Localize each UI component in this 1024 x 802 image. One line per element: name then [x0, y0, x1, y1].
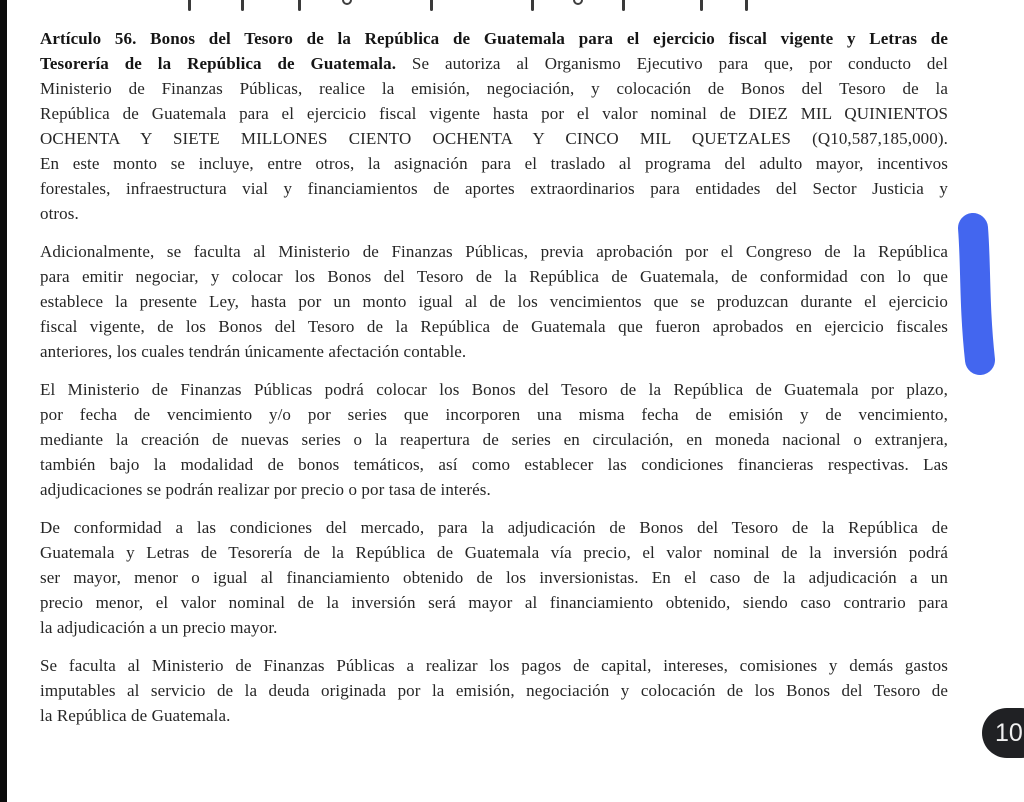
text-line: otros.	[40, 204, 79, 223]
text-line: establece la presente Ley, hasta por un monto igual al de los vencimientos que se produzcan durante el ejercicio	[40, 292, 948, 311]
text-line: adjudicaciones se podrán realizar por precio o por tasa de interés.	[40, 480, 491, 499]
text-line: Guatemala y Letras de Tesorería de la República de Guatemala vía precio, el valor nominal de la inversión podrá	[40, 543, 948, 562]
paragraph	[40, 653, 948, 728]
text-line: De conformidad a las condiciones del mercado, para la adjudicación de Bonos del Tesoro de la República de	[40, 518, 948, 537]
text-line: por fecha de vencimiento y/o por series que incorporen una misma fecha de emisión y de vencimiento,	[40, 405, 948, 424]
text-line: ser mayor, menor o igual al financiamiento obtenido de los inversionistas. En el caso de la adjudicación a un	[40, 568, 948, 587]
text-line: OCHENTA Y SIETE MILLONES CIENTO OCHENTA Y CINCO MIL QUETZALES (Q10,587,185,000).	[40, 129, 948, 148]
text-line: mediante la creación de nuevas series o la reapertura de series en circulación, en moneda nacional o extranjera,	[40, 430, 948, 449]
text-line: la adjudicación a un precio mayor.	[40, 618, 278, 637]
paragraph	[40, 515, 948, 640]
text-line: Artículo 56. Bonos del Tesoro de la República de Guatemala para el ejercicio fiscal vigente y Letras de	[40, 29, 948, 48]
text-line: también bajo la modalidad de bonos temáticos, así como establecer las condiciones financieras respectivas. Las	[40, 455, 948, 474]
page-number-label: 10	[995, 718, 1023, 747]
page-number-badge[interactable]	[982, 708, 1024, 758]
text-line: para emitir negociar, y colocar los Bonos del Tesoro de la República de Guatemala, de conformidad con lo que	[40, 267, 948, 286]
text-line: República de Guatemala para el ejercicio fiscal vigente hasta por el valor nominal de DIEZ MIL QUINIENTOS	[40, 104, 948, 123]
text-line: Tesorería de la República de Guatemala. Se autoriza al Organismo Ejecutivo para que, por conducto del	[40, 54, 948, 73]
text-line: En este monto se incluye, entre otros, la asignación para el traslado al programa del adulto mayor, incentivos	[40, 154, 948, 173]
paragraph	[40, 26, 948, 226]
text-line: la República de Guatemala.	[40, 706, 231, 725]
text-line: El Ministerio de Finanzas Públicas podrá colocar los Bonos del Tesoro de la República de Guatemala por plazo,	[40, 380, 948, 399]
left-edge-bar	[0, 0, 7, 802]
text-line: precio menor, el valor nominal de la inversión será mayor al financiamiento obtenido, siendo caso contrario para	[40, 593, 948, 612]
article-text	[40, 26, 948, 741]
text-line: anteriores, los cuales tendrán únicamente afectación contable.	[40, 342, 467, 361]
text-line: Adicionalmente, se faculta al Ministerio de Finanzas Públicas, previa aprobación por el Congreso de la República	[40, 242, 948, 261]
text-line: imputables al servicio de la deuda originada por la emisión, negociación y colocación de los Bonos del Tesoro de	[40, 681, 948, 700]
paragraph	[40, 377, 948, 502]
clipped-previous-line	[0, 0, 1024, 16]
text-line: forestales, infraestructura vial y financiamientos de aportes extraordinarios para entidades del Sector Justicia y	[40, 179, 948, 198]
text-line: Ministerio de Finanzas Públicas, realice la emisión, negociación, y colocación de Bonos del Tesoro de la	[40, 79, 948, 98]
blue-highlight-annotation	[945, 210, 1005, 382]
text-line: Se faculta al Ministerio de Finanzas Públicas a realizar los pagos de capital, intereses, comisiones y demás gastos	[40, 656, 948, 675]
text-line: fiscal vigente, de los Bonos del Tesoro de la República de Guatemala que fueron aprobados en ejercicio fiscales	[40, 317, 948, 336]
paragraph	[40, 239, 948, 364]
